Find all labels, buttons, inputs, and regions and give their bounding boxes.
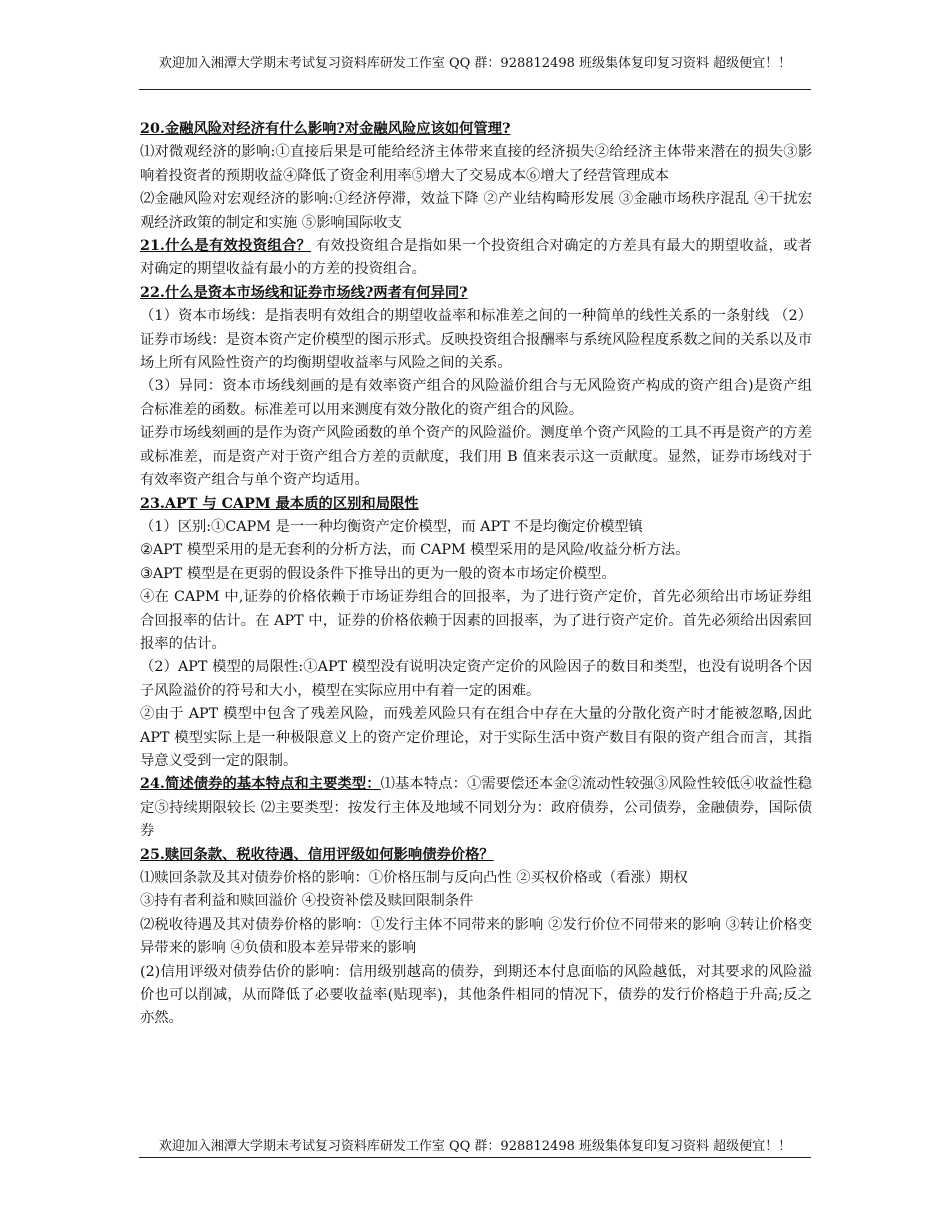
q23-paragraph-4: ④在 CAPM 中,证券的价格依赖于市场证券组合的回报率，为了进行资产定价，首先必须给出市场证券组合回报率的估计。在 APT 中，证券的价格依赖于因素的回报率，为了进行资产定价。首先必须给出因索回报率的估计。 (140, 589, 812, 652)
q23-paragraph-6: ②由于 APT 模型中包含了残差风险，而残差风险只有在组合中存在大量的分散化资产时才能被忽略,因此 APT 模型实际上是一种极限意义上的资产定价理论，对于实际生活中资产数目有限的资产组合而言，其指导意义受到一定的限制。 (140, 706, 812, 769)
q24-title: 24.简述债券的基本特点和主要类型： (140, 776, 381, 793)
q23-paragraph-2: ②APT 模型采用的是无套利的分析方法，而 CAPM 模型采用的是风险/收益分析方法。 (140, 542, 690, 559)
q20-paragraph-1: ⑴对微观经济的影响:①直接后果是可能给经济主体带来直接的经济损失②给经济主体带来潜在的损失③影响着投资者的预期收益④降低了资金利用率⑤增大了交易成本⑥增大了经营管理成本 (140, 144, 812, 184)
q23-paragraph-3: ③APT 模型是在更弱的假设条件下推导出的更为一般的资本市场定价模型。 (140, 565, 616, 582)
q24-paragraph (140, 773, 812, 843)
q23-title: 23.APT 与 CAPM 最本质的区别和局限性 (140, 495, 419, 512)
document-body (140, 118, 812, 1031)
q25-title: 25.赎回条款、税收待遇、信用评级如何影响债券价格？ (140, 846, 494, 863)
q25-paragraph-1: ⑴赎回条款及其对债券价格的影响：①价格压制与反向凸性 ②买权价格或（看涨）期权 (140, 870, 688, 886)
q25-paragraph-3: ⑵税收待遇及其对债券价格的影响：①发行主体不同带来的影响 ②发行价位不同带来的影响 ③转让价格变异带来的影响 ④负债和股本差异带来的影响 (140, 916, 812, 957)
q25-paragraph-4: (2)信用评级对债券估价的影响：信用级别越高的债券，到期还本付息面临的风险越低，对其要求的风险溢价也可以削减，从而降低了必要收益率(贴现率)，其他条件相同的情况下，债券的发行价格趋于升高;反之亦然。 (140, 963, 812, 1027)
header-rule (139, 89, 811, 90)
q21-title: 21.什么是有效投资组合？ (140, 238, 312, 255)
q23-paragraph-5: （2）APT 模型的局限性:①APT 模型没有说明决定资产定价的风险因子的数目和类型，也没有说明各个因子风险溢价的符号和大小，模型在实际应用中有着一定的困难。 (140, 659, 812, 699)
page-footer: 欢迎加入湘潭大学期末考试复习资料库研发工作室 QQ 群：928812498 班级集体复印复习资料 超级便宜！！ (158, 1139, 792, 1154)
q20-title: 20.金融风险对经济有什么影响?对金融风险应该如何管理? (140, 121, 511, 137)
q22-paragraph-1: （1）资本市场线：是指表明有效组合的期望收益率和标准差之间的一种简单的线性关系的一条射线 （2）证券市场线：是资本资产定价模型的图示形式。反映投资组合报酬率与系统风险程度系数之间的关系以及市场上所有风险性资产的均衡期望收益率与风险之间的关系。 (140, 308, 812, 372)
q22-paragraph-2: （3）异同：资本市场线刻画的是有效率资产组合的风险溢价组合与无风险资产构成的资产组合)是资产组合标准差的函数。标准差可以用来测度有效分散化的资产组合的风险。 (140, 378, 812, 418)
q25-paragraph-2: ③持有者利益和赎回溢价 ④投资补偿及赎回限制条件 (140, 893, 474, 910)
q21-body: 有效投资组合是指如果一个投资组合对确定的方差具有最大的期望收益，或者对确定的期望收益有最小的方差的投资组合。 (140, 238, 813, 278)
page-header: 欢迎加入湘潭大学期末考试复习资料库研发工作室 QQ 群：928812498 班级集体复印复习资料 超级便宜！！ (158, 56, 792, 71)
q22-title: 22.什么是资本市场线和证券市场线?两者有何异同? (140, 284, 468, 301)
q20-paragraph-2: ⑵金融风险对宏观经济的影响:①经济停滞，效益下降 ②产业结构畸形发展 ③金融市场秩序混乱 ④干扰宏观经济政策的制定和实施 ⑤影响国际收支 (140, 191, 812, 231)
q23-paragraph-1: （1）区别:①CAPM 是一一种均衡资产定价模型，而 APT 不是均衡定价模型镇 (140, 518, 643, 535)
q24-body: ⑴基本特点：①需要偿还本金②流动性较强③风险性较低④收益性稳定⑤持续期限较长 ⑵主要类型：按发行主体及地域不同划分为：政府债券，公司债券，金融债券，国际债券 (140, 776, 813, 840)
q22-paragraph-3: 证券市场线刻画的是作为资产风险函数的单个资产的风险溢价。测度单个资产风险的工具不再是资产的方差或标准差，而是资产对于资产组合方差的贡献度，我们用 B 值来表示这一贡献度。显然，证券市场线对于有效率资产组合与单个资产均适用。 (140, 425, 812, 489)
q21-paragraph (140, 235, 812, 282)
footer-rule (139, 1157, 811, 1158)
